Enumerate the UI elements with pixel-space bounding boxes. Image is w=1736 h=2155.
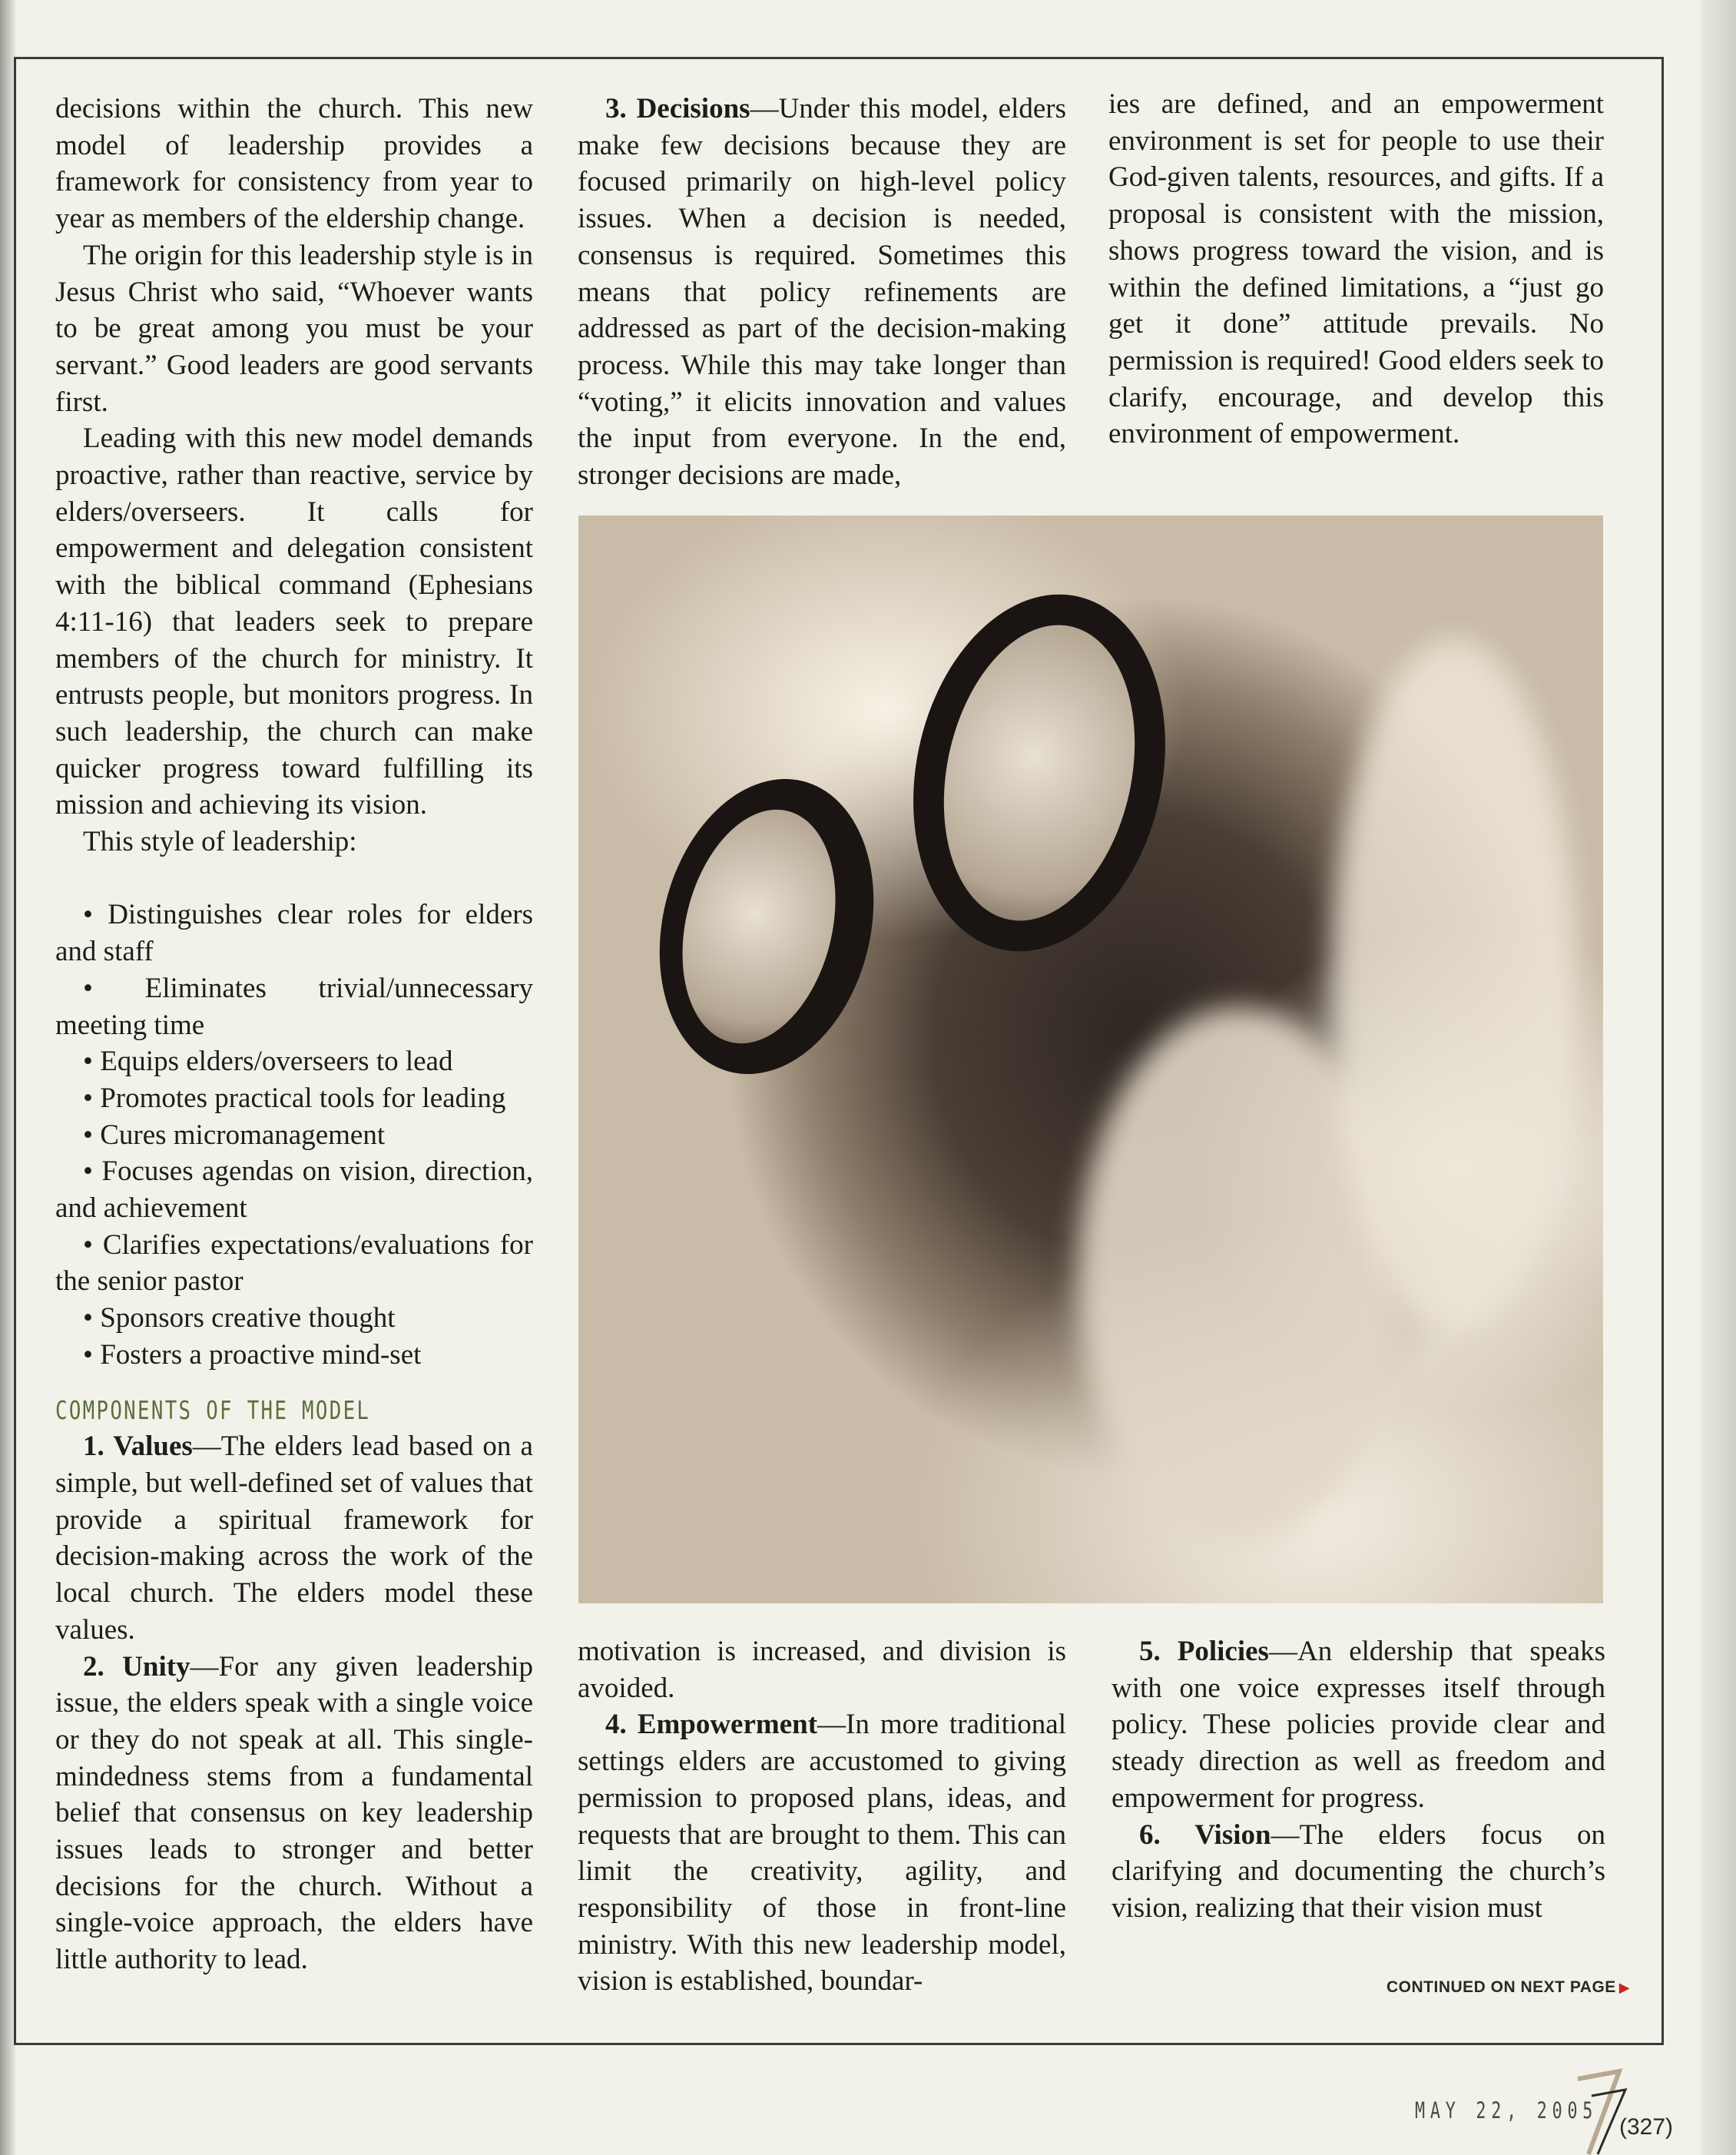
section-heading: COMPONENTS OF THE MODEL	[55, 1394, 371, 1425]
paragraph	[578, 1706, 1066, 2000]
binoculars-photo	[578, 516, 1603, 1603]
paragraph	[1112, 1633, 1605, 1817]
paragraph	[55, 1649, 533, 1978]
item-label: 5. Policies	[1139, 1636, 1269, 1667]
paragraph	[1112, 1817, 1605, 1927]
column-2-top	[578, 91, 1066, 494]
item-label: 4. Empowerment	[605, 1709, 818, 1741]
list-item: • Clarifies expectations/evaluations for the senior pastor	[55, 1228, 533, 1298]
item-text: —For any given leadership issue, the elders speak with a single voice or they do not speak at all. This single-mindedness stems from a fundamental belief that consensus on key leadership issues leads to stronger and better decisions for the church. Without a single-voice approach, the elders have little authority to lead.	[55, 1650, 533, 1976]
paragraph: decisions within the church. This new model of leadership provides a framework for consistency from year to year as members of the eldership change.	[55, 93, 533, 235]
list-item: • Distinguishes clear roles for elders and staff	[55, 899, 533, 968]
paragraph: Leading with this new model demands proactive, rather than reactive, service by elders/overseers. It calls for empowerment and delegation consistent with the biblical command (Ephesians 4:11-16) that leaders seek to prepare members of the church for ministry. It entrusts people, but monitors progress. In such leadership, the church can make quicker progress toward fulfilling its mission and achieving its vision.	[55, 423, 533, 821]
item-text: —In more traditional settings elders are accustomed to giving permission to proposed plans, ideas, and requests that are brought to them. This can limit the creativity, agility, and responsibility of those in front-line ministry. With this new leadership model, vision is established, boundar-	[578, 1709, 1066, 1998]
item-label: 6. Vision	[1139, 1818, 1271, 1851]
item-label: 2. Unity	[83, 1650, 190, 1683]
hand-shape	[1331, 638, 1577, 1330]
bullet-list	[55, 897, 533, 1373]
paragraph: motivation is increased, and division is avoided.	[578, 1636, 1066, 1704]
list-item: • Promotes practical tools for leading	[83, 1082, 506, 1114]
column-3-bottom	[1112, 1633, 1605, 1927]
list-item: • Cures micromanagement	[83, 1119, 386, 1151]
folio-date: MAY 22, 2005	[1415, 2097, 1599, 2124]
paragraph: The origin for this leadership style is in Jesus Christ who said, “Whoever wants to be great among you must be your servant.” Good leaders are good servants first.	[55, 239, 533, 418]
continued-on-next-page	[1386, 1978, 1630, 1997]
list-item: • Equips elders/overseers to lead	[83, 1046, 453, 1078]
item-text: —The elders focus on clarifying and documenting the church’s vision, realizing that their vision must	[1112, 1818, 1605, 1924]
list-item: • Fosters a proactive mind-set	[83, 1338, 422, 1371]
item-text: —The elders lead based on a simple, but well-defined set of values that provide a spiritual framework for decision-making across the work of the local church. The elders model these values.	[55, 1431, 533, 1646]
paragraph	[55, 1428, 533, 1648]
list-item: • Sponsors creative thought	[83, 1302, 396, 1334]
paragraph: ies are defined, and an empowerment environment is set for people to use their God-given talents, resources, and gifts. If a proposal is consistent with the mission, shows progress toward the vision, and is within the defined limitations, a “just go get it done” attitude prevails. No permission is required! Good elders seek to clarify, encourage, and develop this environment of empowerment.	[1108, 88, 1604, 450]
arrow-right-icon: ▶	[1618, 1980, 1631, 1995]
item-text: —An eldership that speaks with one voice expresses itself through policy. These policies provide clear and steady direction as well as freedom and empowerment for progress.	[1112, 1636, 1605, 1814]
column-1	[55, 91, 533, 1978]
list-item: • Eliminates trivial/unnecessary meeting time	[55, 972, 533, 1041]
column-2-bottom	[578, 1633, 1066, 2000]
page-number: (327)	[1619, 2114, 1674, 2140]
continued-label: CONTINUED ON NEXT PAGE	[1386, 1978, 1616, 1996]
column-3-top	[1108, 86, 1604, 453]
item-text: —Under this model, elders make few decisions because they are focused primarily on high-level policy issues. When a decision is needed, consensus is required. Sometimes this means that policy refinements are addressed as part of the decision-making process. While this may take longer than “voting,” it elicits innovation and values the input from everyone. In the end, stronger decisions are made,	[578, 93, 1066, 492]
item-label: 3. Decisions	[605, 93, 750, 124]
page-edge	[1701, 0, 1736, 2155]
page-number-slash-icon	[1575, 2068, 1628, 2155]
paragraph	[578, 91, 1066, 494]
paragraph: This style of leadership:	[83, 826, 357, 858]
list-item: • Focuses agendas on vision, direction, and achievement	[55, 1155, 533, 1225]
item-label: 1. Values	[83, 1431, 193, 1463]
